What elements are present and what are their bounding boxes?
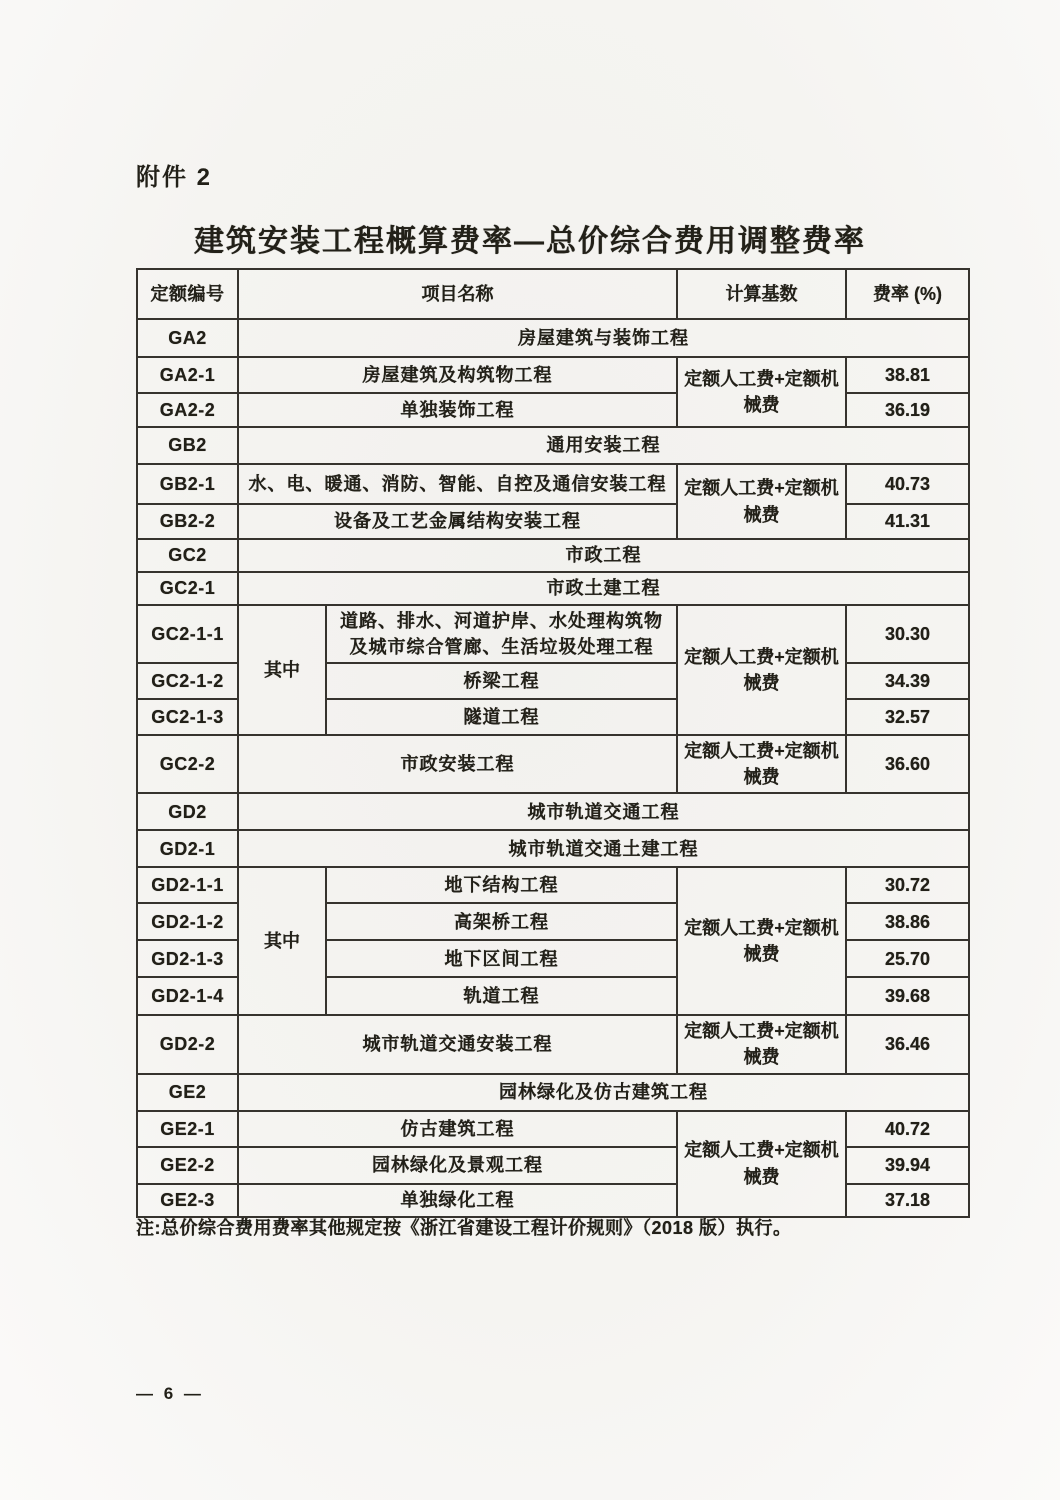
row-rate: 40.72 <box>846 1111 969 1147</box>
row-rate: 38.86 <box>846 903 969 940</box>
table-row <box>137 793 969 830</box>
rates-table <box>136 268 970 1218</box>
header-rate: 费率 (%) <box>846 269 969 319</box>
row-base: 定额人工费+定额机械费 <box>677 357 846 427</box>
attachment-label: 附件 2 <box>136 164 213 191</box>
page-title: 建筑安装工程概算费率—总价综合费用调整费率 <box>194 225 866 258</box>
row-name: 桥梁工程 <box>326 663 677 699</box>
row-base: 定额人工费+定额机械费 <box>677 464 846 539</box>
row-name: 市政安装工程 <box>238 735 677 793</box>
row-base: 定额人工费+定额机械费 <box>677 1111 846 1217</box>
table-header-row <box>137 269 969 319</box>
row-name: 房屋建筑与装饰工程 <box>238 319 969 357</box>
row-code: GE2-1 <box>137 1111 238 1147</box>
row-code: GD2-2 <box>137 1015 238 1073</box>
table-row <box>137 735 969 793</box>
row-code: GE2-2 <box>137 1147 238 1184</box>
row-base: 定额人工费+定额机械费 <box>677 867 846 1015</box>
row-name: 仿古建筑工程 <box>238 1111 677 1147</box>
header-name: 项目名称 <box>238 269 677 319</box>
row-rate: 40.73 <box>846 464 969 504</box>
row-name: 设备及工艺金属结构安装工程 <box>238 504 677 539</box>
row-name: 房屋建筑及构筑物工程 <box>238 357 677 393</box>
row-code: GC2-1 <box>137 572 238 605</box>
header-code: 定额编号 <box>137 269 238 319</box>
table-row <box>137 867 969 903</box>
row-code: GA2-1 <box>137 357 238 393</box>
table-row <box>137 1074 969 1111</box>
row-name: 单独装饰工程 <box>238 393 677 427</box>
row-code: GD2-1-3 <box>137 940 238 977</box>
table-row <box>137 605 969 663</box>
row-name: 地下区间工程 <box>326 940 677 977</box>
table-row <box>137 572 969 605</box>
table-row <box>137 319 969 357</box>
row-name: 市政土建工程 <box>238 572 969 605</box>
row-rate: 25.70 <box>846 940 969 977</box>
row-code: GC2 <box>137 539 238 572</box>
table-row <box>137 539 969 572</box>
row-code: GB2-2 <box>137 504 238 539</box>
row-code: GD2 <box>137 793 238 830</box>
merge-label: 其中 <box>238 867 326 1015</box>
row-rate: 36.19 <box>846 393 969 427</box>
row-base: 定额人工费+定额机械费 <box>677 1015 846 1073</box>
row-code: GD2-1-4 <box>137 977 238 1015</box>
row-code: GB2-1 <box>137 464 238 504</box>
row-name: 轨道工程 <box>326 977 677 1015</box>
header-base: 计算基数 <box>677 269 846 319</box>
table-row <box>137 357 969 393</box>
row-code: GD2-1-1 <box>137 867 238 903</box>
row-rate: 36.46 <box>846 1015 969 1073</box>
row-rate: 36.60 <box>846 735 969 793</box>
row-name: 地下结构工程 <box>326 867 677 903</box>
row-base: 定额人工费+定额机械费 <box>677 735 846 793</box>
row-code: GE2 <box>137 1074 238 1111</box>
table-row <box>137 464 969 504</box>
row-name: 园林绿化及仿古建筑工程 <box>238 1074 969 1111</box>
row-rate: 41.31 <box>846 504 969 539</box>
row-name: 道路、排水、河道护岸、水处理构筑物及城市综合管廊、生活垃圾处理工程 <box>326 605 677 663</box>
table-row <box>137 830 969 867</box>
row-code: GD2-1 <box>137 830 238 867</box>
row-name: 城市轨道交通土建工程 <box>238 830 969 867</box>
row-name: 园林绿化及景观工程 <box>238 1147 677 1184</box>
footnote: 注:总价综合费用费率其他规定按《浙江省建设工程计价规则》（2018 版）执行。 <box>136 1218 792 1238</box>
row-rate: 38.81 <box>846 357 969 393</box>
row-rate: 30.72 <box>846 867 969 903</box>
row-rate: 39.94 <box>846 1147 969 1184</box>
row-rate: 30.30 <box>846 605 969 663</box>
row-name: 单独绿化工程 <box>238 1184 677 1217</box>
row-rate: 32.57 <box>846 699 969 735</box>
row-rate: 34.39 <box>846 663 969 699</box>
row-code: GD2-1-2 <box>137 903 238 940</box>
row-code: GE2-3 <box>137 1184 238 1217</box>
page-number: — 6 — <box>136 1384 204 1403</box>
row-name: 市政工程 <box>238 539 969 572</box>
row-code: GA2 <box>137 319 238 357</box>
row-name: 城市轨道交通工程 <box>238 793 969 830</box>
row-code: GC2-1-3 <box>137 699 238 735</box>
table-row <box>137 1111 969 1147</box>
row-code: GC2-1-2 <box>137 663 238 699</box>
row-code: GC2-2 <box>137 735 238 793</box>
row-name: 高架桥工程 <box>326 903 677 940</box>
table-row <box>137 427 969 464</box>
row-name: 隧道工程 <box>326 699 677 735</box>
merge-label: 其中 <box>238 605 326 735</box>
row-name: 通用安装工程 <box>238 427 969 464</box>
row-code: GC2-1-1 <box>137 605 238 663</box>
row-base: 定额人工费+定额机械费 <box>677 605 846 735</box>
row-code: GA2-2 <box>137 393 238 427</box>
table-row <box>137 1015 969 1073</box>
row-name: 城市轨道交通安装工程 <box>238 1015 677 1073</box>
row-name: 水、电、暖通、消防、智能、自控及通信安装工程 <box>238 464 677 504</box>
row-rate: 37.18 <box>846 1184 969 1217</box>
row-rate: 39.68 <box>846 977 969 1015</box>
row-code: GB2 <box>137 427 238 464</box>
